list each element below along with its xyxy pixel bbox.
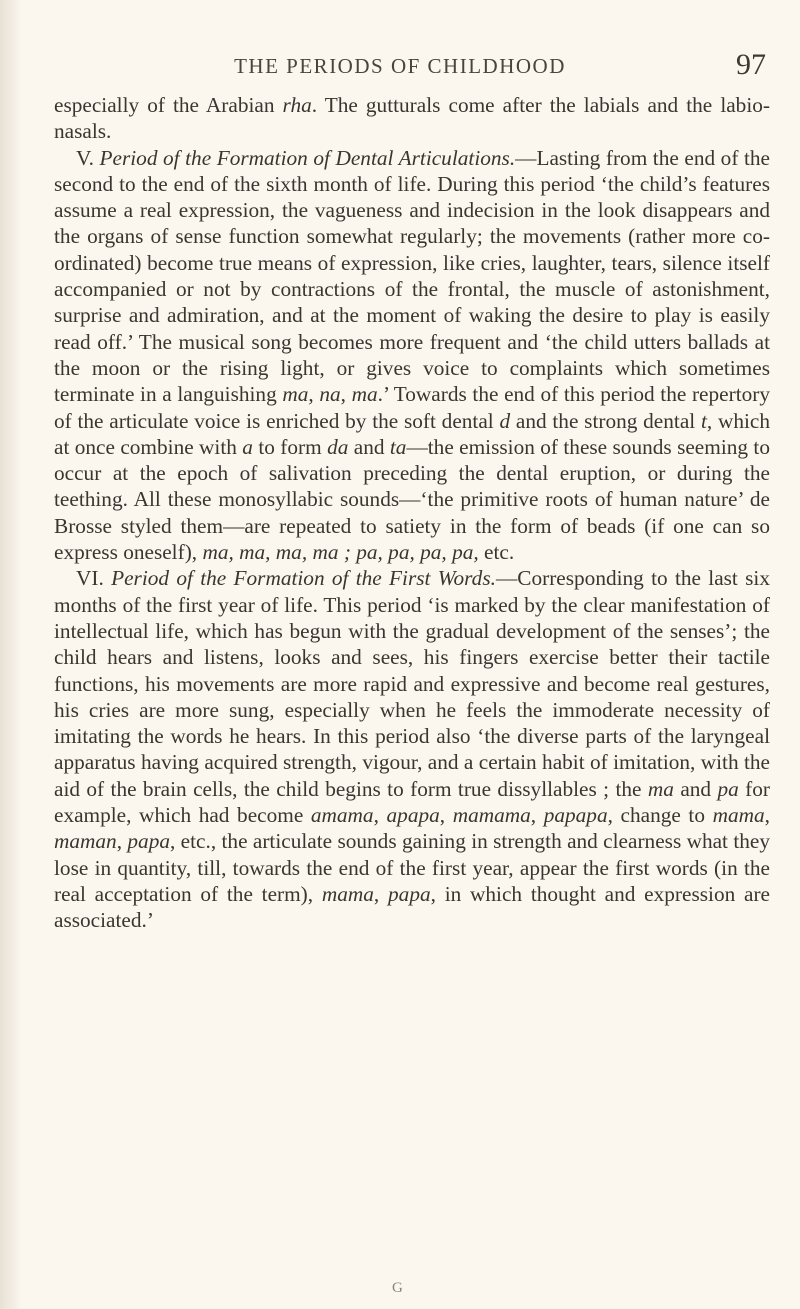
text-run: —Lasting from the end of the second to the end of the sixth month of life. During this period ‘the child’s features assume a real expression, the vagueness and indecision in the look disappears and the organs of sense function somewhat regularly; the movements (rather more co-ordinated) become true means of expression, like cries, laughter, tears, silence itself accompanied or not by contractions of the frontal, the muscle of astonishment, surprise and admiration, and at the moment of waking the desire to play is easily read off.’ The musical song becomes more frequent and ‘the child utters ballads at the moon or the rising light, or gives voice to complaints which sometimes terminate in a languishing [54, 145, 770, 407]
italic-run: maman [54, 829, 117, 854]
text-run: , which at once combine with [54, 408, 771, 459]
text-run: .’ Towards the end of this period the repertory of the articulate voice is enriched by the soft dental [54, 382, 770, 433]
italic-run: da [327, 434, 349, 459]
text-run: , [530, 803, 544, 828]
text-run: , [116, 829, 128, 854]
page-number: 97 [736, 48, 766, 81]
italic-run: a [242, 434, 253, 459]
text-run: , [340, 382, 352, 407]
italic-run: mamama [452, 803, 531, 828]
printer-signature-mark: G [392, 1280, 403, 1296]
paragraph-arabian-rha [54, 92, 770, 145]
text-run: etc. [478, 540, 515, 565]
italic-run: t [700, 408, 707, 433]
text-run: for example, which had become [54, 776, 770, 828]
text-run: , etc., the articulate sounds gaining in strength and clearness what they lose in quantity, till, towards the end of the first year, appear the first words (in the real acceptation of the term), [54, 829, 770, 906]
text-run: and [673, 776, 718, 801]
italic-run: ma [282, 382, 309, 407]
italic-run: papapa [543, 803, 608, 828]
section-numeral: V. [76, 145, 100, 170]
text-run: . The gutturals come after the labials and the labio-nasals. [54, 93, 770, 144]
paragraph-period-vi [54, 565, 770, 933]
text-run: , [308, 382, 320, 407]
text-run: , in which thought and expression are associated.’ [54, 881, 770, 933]
italic-run: mama [712, 803, 765, 828]
italic-run: pa [717, 776, 739, 801]
italic-run: apapa [386, 803, 440, 828]
text-run: , [373, 881, 389, 906]
section-heading: Period of the Formation of Dental Articulations. [99, 145, 516, 170]
italic-run: mama [321, 881, 374, 906]
body-text [54, 92, 770, 934]
paragraph-period-v [54, 145, 770, 566]
text-run: , [373, 803, 387, 828]
italic-run: papa [388, 881, 431, 906]
italic-run: papa [127, 829, 170, 854]
page-header [0, 48, 800, 88]
text-run: —Corresponding to the last six months of the first year of life. This period ‘is marked by the clear manifestation of intellectual life, which has begun with the gradual development of the senses’; the child hears and listens, looks and sees, his fingers exercise better their tactile functions, his movements are more rapid and expressive and become real gestures, his cries are more sung, especially when he feels the immoderate necessity of imitating the words he hears. In this period also ‘the diverse parts of the laryngeal apparatus having acquired strength, vigour, and a certain habit of imitation, with the aid of the brain cells, the child begins to form true dissyllables ; the [54, 566, 770, 801]
text-run: , [764, 803, 770, 828]
page-binding-shadow [0, 0, 22, 1309]
text-run: especially of the Arabian [54, 93, 283, 117]
italic-run: na [319, 382, 341, 407]
section-heading: Period of the Formation of the First Words. [111, 566, 496, 591]
text-run: , change to [607, 803, 713, 828]
section-numeral: VI. [76, 566, 112, 591]
text-run: and the strong dental [510, 408, 701, 433]
italic-run: ma, ma, ma, ma ; pa, pa, pa, pa, [202, 540, 479, 565]
italic-run: d [499, 408, 511, 433]
text-run: and [348, 434, 390, 459]
text-run: —the emission of these sounds seeming to occur at the epoch of salivation preceding the dental eruption, or during the teething. All these monosyllabic sounds—‘the primitive roots of human nature’ de Brosse styled them—are repeated to satiety in the form of beads (if one can so express oneself), [54, 434, 770, 565]
italic-run: ma [647, 776, 674, 801]
text-run: , [439, 803, 453, 828]
italic-run: ma [351, 382, 378, 407]
running-head: THE PERIODS OF CHILDHOOD [234, 54, 566, 78]
italic-run: ta [389, 434, 407, 459]
italic-run: rha [282, 93, 312, 117]
text-run: to form [252, 434, 328, 459]
italic-run: amama [310, 803, 374, 828]
